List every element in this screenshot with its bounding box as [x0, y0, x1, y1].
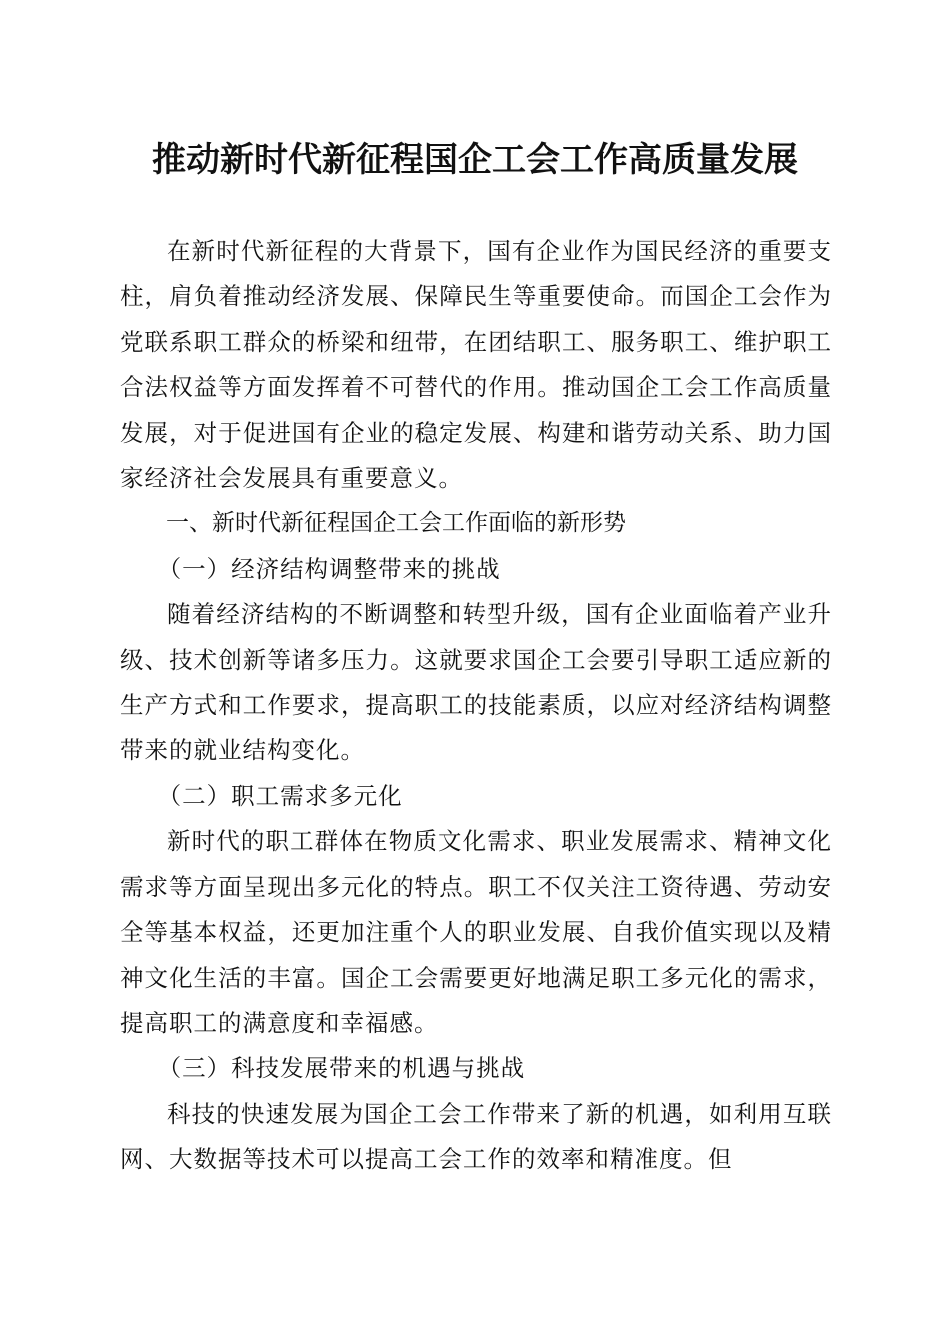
subsection-heading-3: （三）科技发展带来的机遇与挑战: [157, 1054, 526, 1083]
document-body: [120, 229, 832, 1183]
subsection-paragraph-1: 随着经济结构的不断调整和转型升级，国有企业面临着产业升级、技术创新等诸多压力。这就要求国企工会要引导职工适应新的生产方式和工作要求，提高职工的技能素质，以应对经济结构调整带来的就业结构变化。: [120, 600, 832, 765]
subsection-paragraph-3: 科技的快速发展为国企工会工作带来了新的机遇，如利用互联网、大数据等技术可以提高工会工作的效率和精准度。但: [120, 1099, 832, 1174]
document-title: 推动新时代新征程国企工会工作高质量发展: [152, 140, 798, 180]
subsection-heading-1: （一）经济结构调整带来的挑战: [157, 554, 501, 583]
subsection-heading-2: （二）职工需求多元化: [157, 781, 403, 810]
section-heading-1: 一、新时代新征程国企工会工作面临的新形势: [166, 510, 626, 537]
subsection-paragraph-2: 新时代的职工群体在物质文化需求、职业发展需求、精神文化需求等方面呈现出多元化的特点。职工不仅关注工资待遇、劳动安全等基本权益，还更加注重个人的职业发展、自我价值实现以及精神文化生活的丰富。国企工会需要更好地满足职工多元化的需求，提高职工的满意度和幸福感。: [120, 827, 832, 1037]
intro-paragraph: 在新时代新征程的大背景下，国有企业作为国民经济的重要支柱，肩负着推动经济发展、保障民生等重要使命。而国企工会作为党联系职工群众的桥梁和纽带，在团结职工、服务职工、维护职工合法权益等方面发挥着不可替代的作用。推动国企工会工作高质量发展，对于促进国有企业的稳定发展、构建和谐劳动关系、助力国家经济社会发展具有重要意义。: [120, 237, 832, 493]
